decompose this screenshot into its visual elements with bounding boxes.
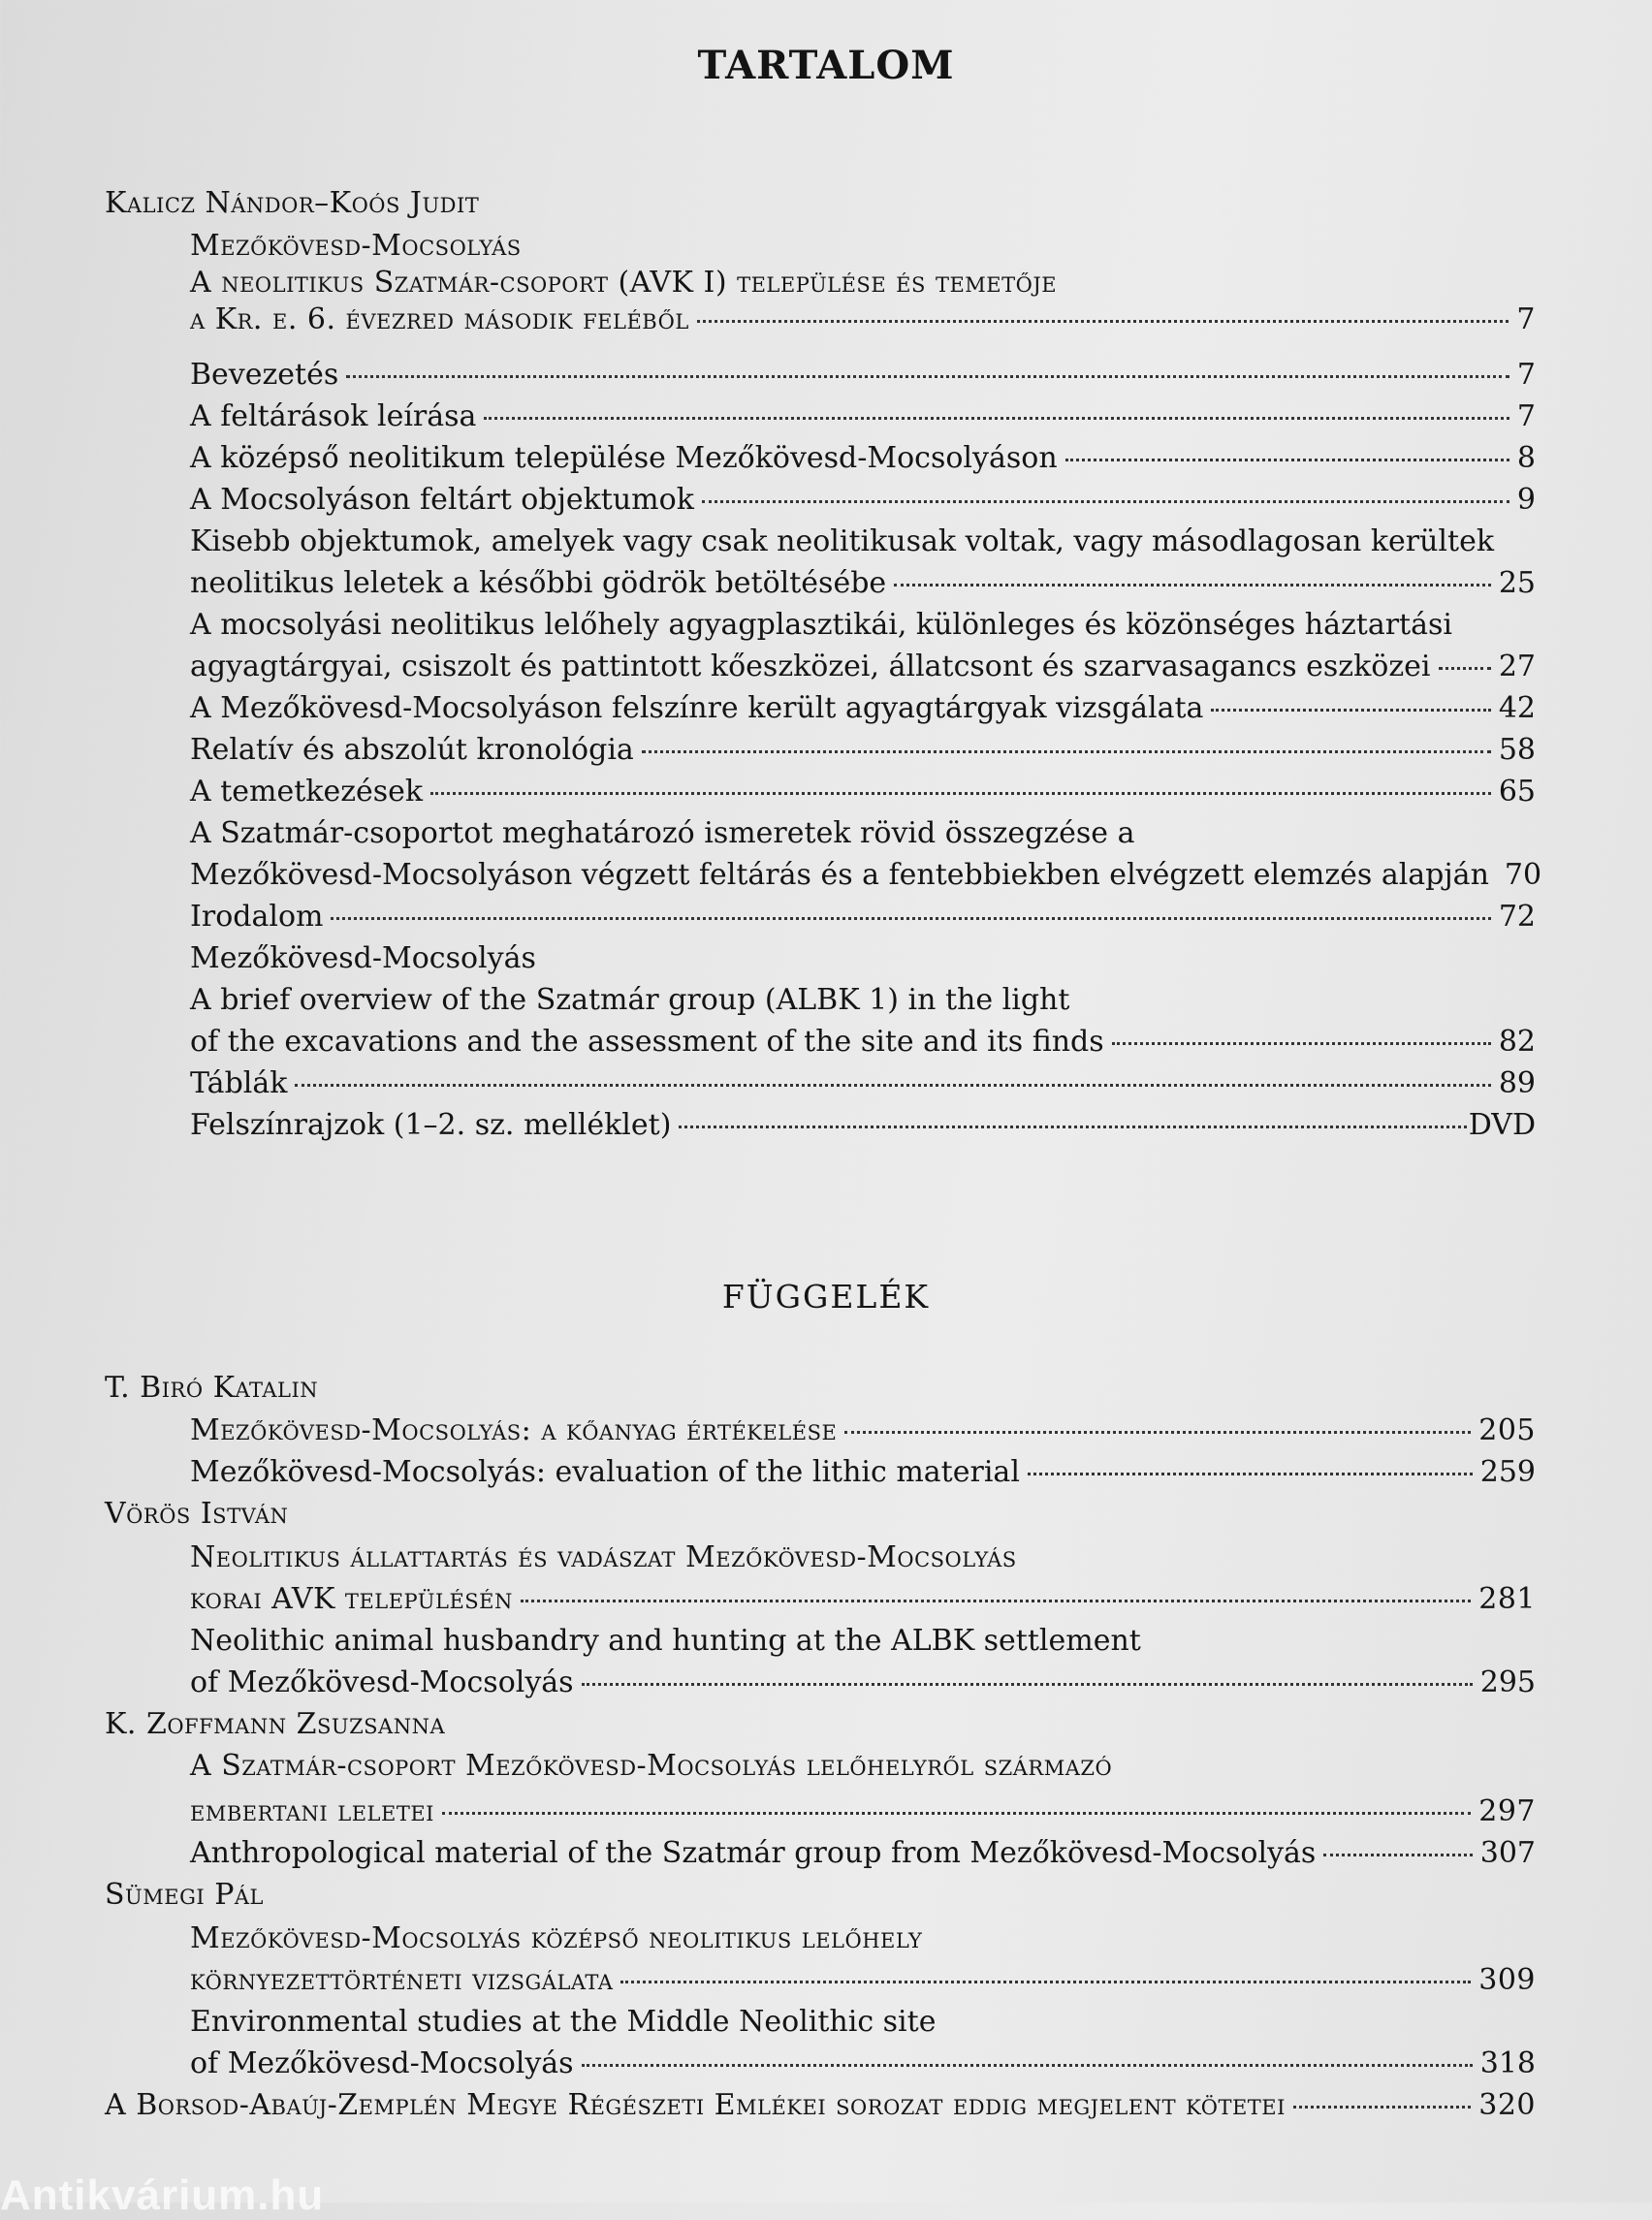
toc-entry: [190, 354, 1536, 396]
toc-entry: [190, 771, 1536, 813]
toc-entry: [190, 729, 1536, 772]
page-number: 9: [1516, 483, 1536, 517]
page-number: 7: [1516, 358, 1536, 392]
entry-title: A feltárások leírása: [190, 399, 477, 433]
entry-title: Anthropological material of the Szatmár group from Mezőkövesd-Mocsolyás: [190, 1836, 1317, 1870]
toc-entry: [190, 1410, 1536, 1452]
entry-title-line: Neolithic animal husbandry and hunting at the ALBK settlement: [190, 1624, 1141, 1658]
entry-title: Relatív és abszolút kronológia: [190, 733, 634, 767]
entry-title: embertani leletei: [190, 1794, 434, 1828]
entry-title: of the excavations and the assessment of the site and its finds: [190, 1025, 1104, 1059]
page-number: 281: [1478, 1582, 1536, 1616]
page-number: 42: [1498, 691, 1536, 725]
toc-entry: [190, 2043, 1536, 2085]
entry-title-line: A mocsolyási neolitikus lelőhely agyagplasztikái, különleges és közönséges háztartási: [190, 608, 1452, 642]
toc-entry: [190, 299, 1536, 341]
toc-entry-series: [105, 2084, 1536, 2127]
page-number: 89: [1498, 1066, 1536, 1100]
page-number: 7: [1516, 399, 1536, 433]
toc-entry: [190, 1791, 1536, 1833]
page-number: 307: [1479, 1836, 1536, 1870]
author-name: T. Biró Katalin: [105, 1371, 319, 1405]
page-number: 205: [1478, 1413, 1536, 1447]
entry-title-line: Mezőkövesd-Mocsolyás középső neolitikus lelőhely: [190, 1921, 923, 1955]
toc-entry: [190, 1021, 1536, 1063]
page-number: 58: [1498, 733, 1536, 767]
page-number: 25: [1498, 566, 1536, 600]
author-name: Kalicz Nándor–Koós Judit: [105, 186, 480, 220]
page-number: 72: [1498, 900, 1536, 934]
entry-title: a Kr. e. 6. évezred második feléből: [190, 302, 689, 336]
page-number: 309: [1478, 1963, 1536, 1997]
work-title-line: Mezőkövesd-Mocsolyás: [190, 229, 522, 263]
toc-entry: [190, 1959, 1536, 2002]
toc-entry: [190, 896, 1536, 938]
page-number: 65: [1498, 775, 1536, 809]
entry-title: agyagtárgyai, csiszolt és pattintott kőeszközei, állatcsont és szarvasagancs eszközei: [190, 650, 1431, 683]
entry-title: A Borsod-Abaúj-Zemplén Megye Régészeti Emlékei sorozat eddig megjelent kötetei: [105, 2088, 1286, 2122]
entry-title-line: Neolitikus állattartás és vadászat Mezőkövesd-Mocsolyás: [190, 1540, 1017, 1574]
toc-entry: [190, 1578, 1536, 1621]
work-title-line: A neolitikus Szatmár-csoport (AVK I) települése és temetője: [190, 266, 1058, 300]
page-number: 318: [1479, 2046, 1536, 2080]
toc-entry: [190, 854, 1542, 897]
entry-title-line: Kisebb objektumok, amelyek vagy csak neolitikusak voltak, vagy másodlagosan kerültek: [190, 524, 1495, 558]
entry-title: of Mezőkövesd-Mocsolyás: [190, 1665, 574, 1699]
entry-title: A Mezőkövesd-Mocsolyáson felszínre került agyagtárgyak vizsgálata: [190, 691, 1204, 725]
entry-title: Táblák: [190, 1066, 288, 1100]
page-number: 70: [1504, 858, 1542, 892]
toc-entry: [190, 562, 1536, 605]
entry-title: Bevezetés: [190, 358, 339, 392]
entry-title: korai AVK településén: [190, 1582, 513, 1616]
entry-title: A középső neolitikum települése Mezőkövesd-Mocsolyáson: [190, 441, 1058, 475]
toc-entry: [190, 646, 1536, 688]
page-number: 320: [1478, 2088, 1536, 2122]
toc-entry: [190, 1662, 1536, 1704]
entry-title: A temetkezések: [190, 775, 424, 809]
entry-title-line: Environmental studies at the Middle Neolithic site: [190, 2005, 937, 2039]
entry-title: Mezőkövesd-Mocsolyáson végzett feltárás és a fentebbiekben elvégzett elemzés alapján: [190, 858, 1489, 892]
toc-entry: [190, 1104, 1536, 1147]
page-number: 82: [1498, 1025, 1536, 1059]
entry-title-line: A Szatmár-csoport Mezőkövesd-Mocsolyás lelőhelyről származó: [190, 1749, 1113, 1783]
page-number: 7: [1516, 302, 1536, 336]
author-name: K. Zoffmann Zsuzsanna: [105, 1707, 446, 1741]
entry-title: A Mocsolyáson feltárt objektumok: [190, 483, 694, 517]
entry-title-line: A Szatmár-csoportot meghatározó ismeretek rövid összegzése a: [190, 816, 1135, 850]
entry-title: of Mezőkövesd-Mocsolyás: [190, 2046, 574, 2080]
toc-entry: [190, 1062, 1536, 1105]
page-number: 295: [1479, 1665, 1536, 1699]
page-number: 259: [1479, 1455, 1536, 1489]
entry-title: Mezőkövesd-Mocsolyás: a kőanyag értékelése: [190, 1413, 838, 1447]
page-number: DVD: [1468, 1108, 1536, 1142]
author-name: Vörös István: [105, 1497, 289, 1531]
entry-title: neolitikus leletek a későbbi gödrök betöltésébe: [190, 566, 887, 600]
entry-title: környezettörténeti vizsgálata: [190, 1963, 614, 1997]
entry-title-line: A brief overview of the Szatmár group (ALBK 1) in the light: [190, 983, 1070, 1017]
page-title: TARTALOM: [697, 43, 955, 88]
page-number: 297: [1478, 1794, 1536, 1828]
page-number: 8: [1516, 441, 1536, 475]
toc-entry: [190, 687, 1536, 730]
entry-title-line: Mezőkövesd-Mocsolyás: [190, 941, 536, 975]
entry-title: Irodalom: [190, 900, 324, 934]
toc-entry: [190, 1451, 1536, 1494]
watermark: Antikvárium.hu: [0, 2172, 325, 2219]
toc-entry: [190, 396, 1536, 438]
entry-title: Felszínrajzok (1–2. sz. melléklet): [190, 1108, 672, 1142]
toc-entry: [190, 437, 1536, 480]
author-name: Sümegi Pál: [105, 1878, 264, 1912]
toc-entry: [190, 479, 1536, 522]
toc-entry: [190, 1832, 1536, 1875]
appendix-title: FÜGGELÉK: [721, 1278, 931, 1316]
entry-title: Mezőkövesd-Mocsolyás: evaluation of the lithic material: [190, 1455, 1020, 1489]
page-number: 27: [1498, 650, 1536, 683]
